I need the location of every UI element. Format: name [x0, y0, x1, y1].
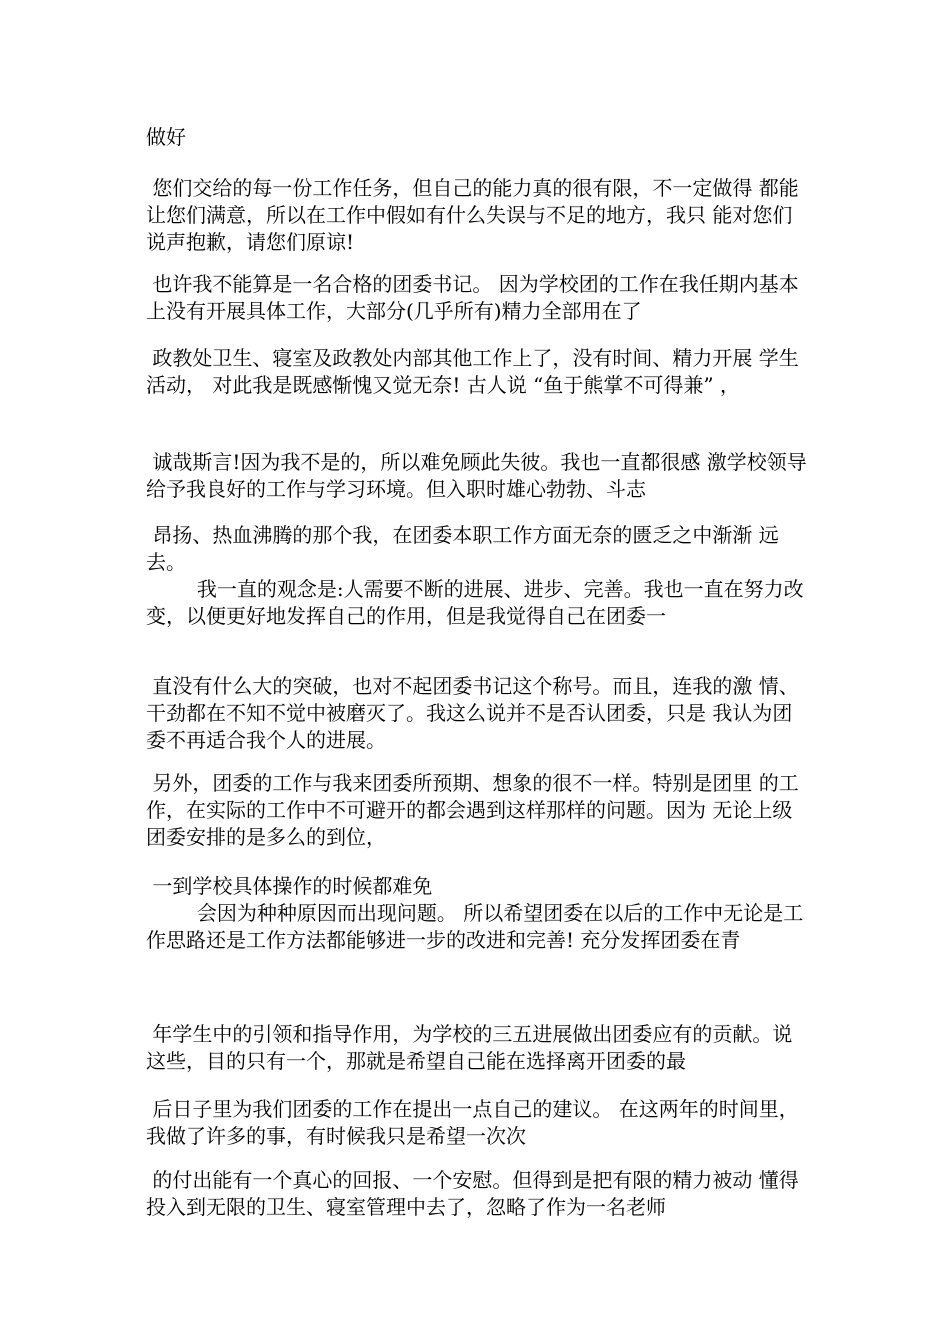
- paragraph-5: 诚哉斯言!因为我不是的，所以难免顾此失彼。我也一直都很感 激学校领导给予我良好的工作与学习环境。但入职时雄心勃勃、斗志: [146, 450, 807, 501]
- paragraph-8: 另外，团委的工作与我来团委所预期、想象的很不一样。特别是团里 的工作，在实际的工作中不可避开的都会遇到这样那样的问题。因为 无论上级团委安排的是多么的到位，: [146, 771, 799, 849]
- paragraph-12: 的付出能有一个真心的回报、一个安慰。但得到是把有限的精力被动 懂得投入到无限的卫生、寝室管理中去了，忽略了作为一名老师: [146, 1168, 799, 1219]
- paragraph-3: 也许我不能算是一名合格的团委书记。 因为学校团的工作在我任期内基本上没有开展具体工作，大部分(几乎所有)精力全部用在了: [146, 272, 799, 323]
- paragraph-10: 年学生中的引领和指导作用，为学校的三五进展做出团委应有的贡献。说这些，目的只有一个，那就是希望自己能在选择离开团委的最: [146, 1022, 793, 1073]
- paragraph-7: 直没有什么大的突破，也对不起团委书记这个称号。而且，连我的激 情、干劲都在不知不觉中被磨灭了。我这么说并不是否认团委，只是 我认为团委不再适合我个人的进展。: [146, 674, 799, 752]
- paragraph-2: 您们交给的每一份工作任务，但自己的能力真的很有限，不一定做得 都能让您们满意，所以在工作中假如有什么失误与不足的地方，我只 能对您们说声抱歉，请您们原谅!: [146, 176, 799, 254]
- paragraph-6: 昂扬、热血沸腾的那个我，在团委本职工作方面无奈的匮乏之中渐渐 远去。 我一直的观念是:人需要不断的进展、进步、完善。我也一直在努力改变，以便更好地发挥自己的作用，但是我觉得自己在团委一: [146, 523, 804, 628]
- paragraph-11: 后日子里为我们团委的工作在提出一点自己的建议。 在这两年的时间里，我做了许多的事，有时候我只是希望一次次: [146, 1097, 799, 1148]
- paragraph-1: 做好: [146, 125, 186, 149]
- paragraph-9: 一到学校具体操作的时候都难免 会因为种种原因而出现问题。 所以希望团委在以后的工作中无论是工 作思路还是工作方法都能够进一步的改进和完善! 充分发挥团委在青: [146, 874, 804, 952]
- paragraph-4: 政教处卫生、寝室及政教处内部其他工作上了，没有时间、精力开展 学生活动， 对此我是既感惭愧又觉无奈! 古人说 “鱼于熊掌不可得兼” ，: [146, 346, 799, 397]
